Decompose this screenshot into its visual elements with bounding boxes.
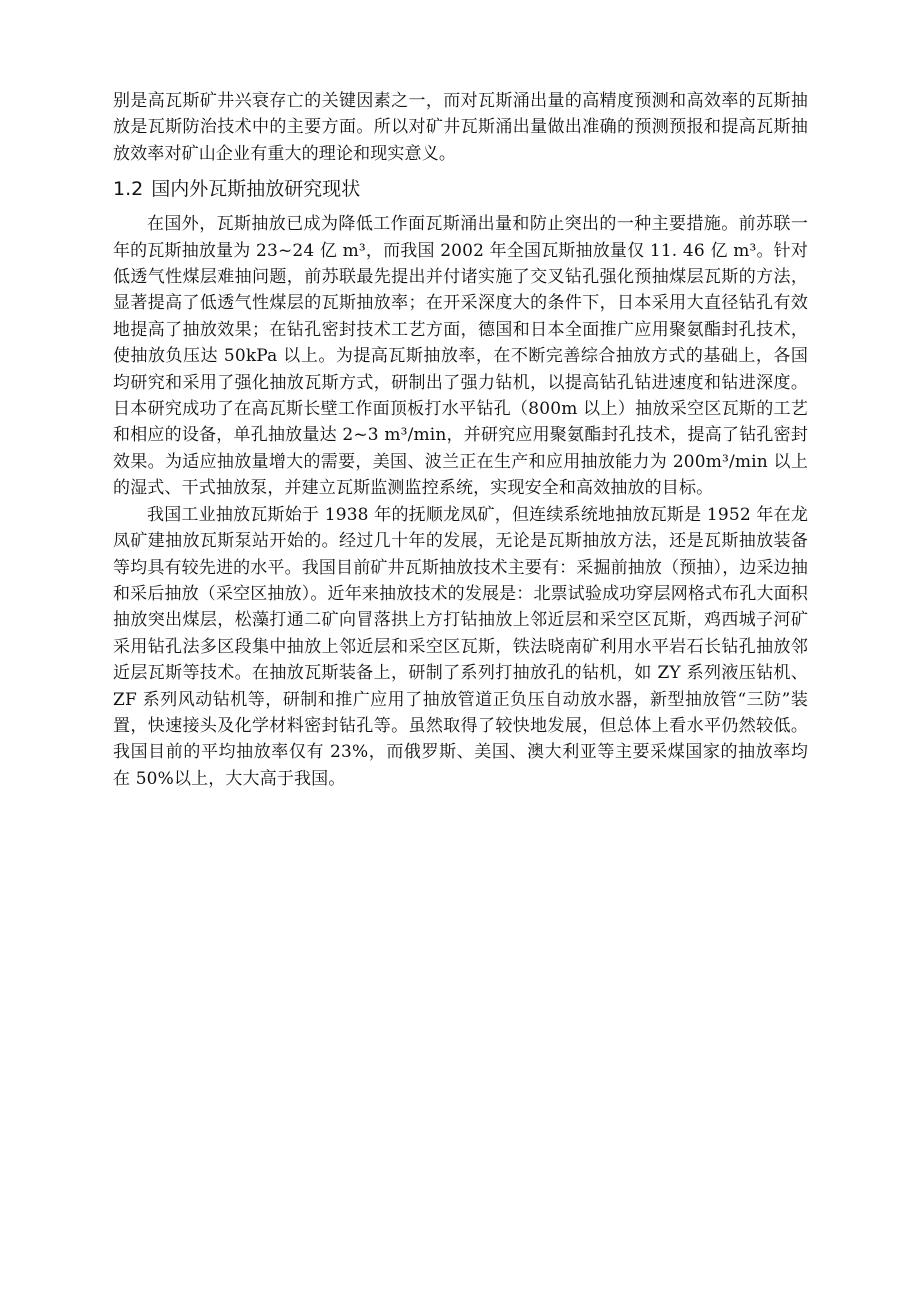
document-body [113,88,808,792]
paragraph-foreign-research: 在国外，瓦斯抽放已成为降低工作面瓦斯涌出量和防止突出的一种主要措施。前苏联一年的瓦斯抽放量为 23~24 亿 m³，而我国 2002 年全国瓦斯抽放量仅 11. 46 亿 m³。针对低透气性煤层难抽问题，前苏联最先提出并付诸实施了交叉钻孔强化预抽煤层瓦斯的方法，显著提高了低透气性煤层的瓦斯抽放率；在开采深度大的条件下，日本采用大直径钻孔有效地提高了抽放效果；在钻孔密封技术工艺方面，德国和日本全面推广应用聚氨酯封孔技术，使抽放负压达 50kPa 以上。为提高瓦斯抽放率，在不断完善综合抽放方式的基础上，各国均研究和采用了强化抽放瓦斯方式，研制出了强力钻机，以提高钻孔钻进速度和钻进深度。日本研究成功了在高瓦斯长壁工作面顶板打水平钻孔（800m 以上）抽放采空区瓦斯的工艺和相应的设备，单孔抽放量达 2~3 m³/min，并研究应用聚氨酯封孔技术，提高了钻孔密封效果。为适应抽放量增大的需要，美国、波兰正在生产和应用抽放能力为 200m³/min 以上的湿式、干式抽放泵，并建立瓦斯监测监控系统，实现安全和高效抽放的目标。 [113,214,808,499]
section-number: 1.2 [113,178,144,201]
paragraph-domestic-research: 我国工业抽放瓦斯始于 1938 年的抚顺龙凤矿，但连续系统地抽放瓦斯是 1952 年在龙凤矿建抽放瓦斯泵站开始的。经过几十年的发展，无论是瓦斯抽放方法，还是瓦斯抽放装备等均具有较先进的水平。我国目前矿井瓦斯抽放技术主要有：采掘前抽放（预抽），边采边抽和采后抽放（采空区抽放）。近年来抽放技术的发展是：北票试验成功穿层网格式布孔大面积抽放突出煤层，松藻打通二矿向冒落拱上方打钻抽放上邻近层和采空区瓦斯，鸡西城子河矿采用钻孔法多区段集中抽放上邻近层和采空区瓦斯，铁法晓南矿利用水平岩石长钻孔抽放邻近层瓦斯等技术。在抽放瓦斯装备上，研制了系列打抽放孔的钻机，如 ZY 系列液压钻机、ZF 系列风动钻机等，研制和推广应用了抽放管道正负压自动放水器，新型抽放管“三防”装置，快速接头及化学材料密封钻孔等。虽然取得了较快地发展，但总体上看水平仍然较低。我国目前的平均抽放率仅有 23%，而俄罗斯、美国、澳大利亚等主要采煤国家的抽放率均在 50%以上，大大高于我国。 [113,504,808,789]
section-heading [113,173,808,205]
section-title: 国内外瓦斯抽放研究现状 [151,178,361,201]
paragraph-continuation: 别是高瓦斯矿井兴衰存亡的关键因素之一，而对瓦斯涌出量的高精度预测和高效率的瓦斯抽放是瓦斯防治技术中的主要方面。所以对矿井瓦斯涌出量做出准确的预测预报和提高瓦斯抽放效率对矿山企业有重大的理论和现实意义。 [113,91,808,164]
